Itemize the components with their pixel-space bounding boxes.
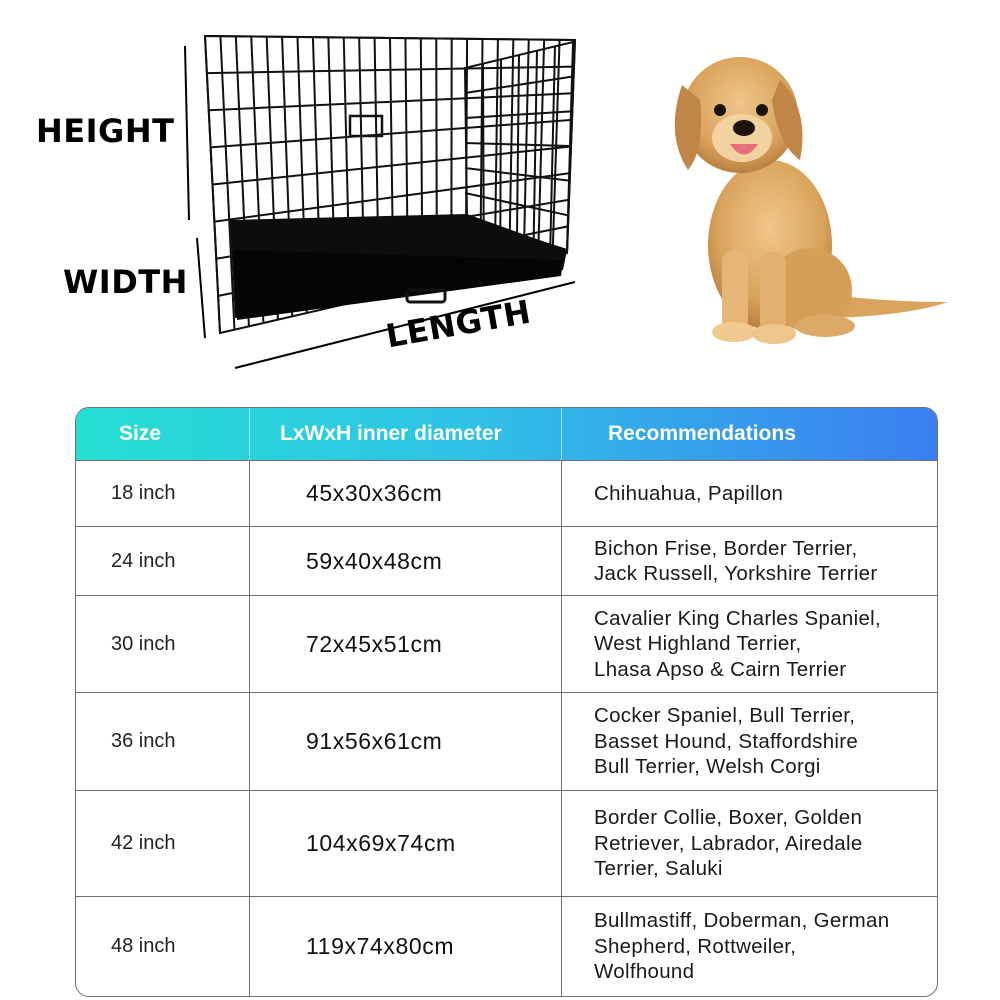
- recommendation-line: Terrier, Saluki: [594, 857, 723, 881]
- recommendation-line: Bullmastiff, Doberman, German: [594, 909, 890, 933]
- dimensions-cell: 59x40x48cm: [250, 527, 562, 595]
- size-cell: 42 inch: [76, 791, 250, 896]
- size-cell: 24 inch: [76, 527, 250, 595]
- height-label: HEIGHT: [36, 112, 175, 150]
- crate-size-table: [75, 407, 938, 997]
- header-recommendations: Recommendations: [608, 422, 796, 445]
- recommendation-line: Cavalier King Charles Spaniel,: [594, 606, 882, 630]
- size-cell: 30 inch: [76, 596, 250, 692]
- dimensions-cell: 72x45x51cm: [250, 596, 562, 692]
- recommendations-cell: [562, 791, 937, 896]
- recommendation-line: Chihuahua, Papillon: [594, 481, 784, 505]
- recommendation-line: Bull Terrier, Welsh Corgi: [594, 755, 821, 779]
- table-row: [76, 692, 937, 790]
- table-header-row: [76, 408, 937, 460]
- recommendation-line: Shepherd, Rottweiler,: [594, 934, 797, 958]
- recommendations-cell: [562, 596, 937, 692]
- dimensions-cell: 104x69x74cm: [250, 791, 562, 896]
- recommendations-cell: [562, 897, 937, 996]
- width-dimension-line: [197, 238, 205, 338]
- recommendation-line: Lhasa Apso & Cairn Terrier: [594, 657, 847, 681]
- recommendation-line: West Highland Terrier,: [594, 632, 802, 656]
- recommendation-line: Basset Hound, Staffordshire: [594, 729, 859, 753]
- dimensions-cell: 119x74x80cm: [250, 897, 562, 996]
- recommendation-line: Wolfhound: [594, 960, 695, 984]
- width-label: WIDTH: [63, 263, 188, 301]
- size-cell: 36 inch: [76, 693, 250, 790]
- recommendations-cell: [562, 461, 937, 526]
- height-dimension-line: [185, 46, 189, 220]
- size-cell: 18 inch: [76, 461, 250, 526]
- recommendations-cell: [562, 527, 937, 595]
- recommendation-line: Border Collie, Boxer, Golden: [594, 806, 863, 830]
- table-row: [76, 790, 937, 896]
- recommendation-line: Bichon Frise, Border Terrier,: [594, 536, 858, 560]
- recommendation-line: Cocker Spaniel, Bull Terrier,: [594, 704, 856, 728]
- dimensions-cell: 91x56x61cm: [250, 693, 562, 790]
- size-cell: 48 inch: [76, 897, 250, 996]
- table-row: [76, 526, 937, 595]
- dog-crate-illustration: [175, 28, 595, 378]
- recommendations-cell: [562, 693, 937, 790]
- header-size: Size: [76, 408, 250, 460]
- table-row: [76, 896, 937, 996]
- crate-tray-front: [233, 250, 563, 320]
- recommendation-line: Retriever, Labrador, Airedale: [594, 831, 863, 855]
- length-label: LENGTH: [383, 292, 534, 356]
- recommendation-line: Jack Russell, Yorkshire Terrier: [594, 562, 878, 585]
- table-row: [76, 460, 937, 526]
- dimensions-cell: 45x30x36cm: [250, 461, 562, 526]
- golden-retriever-puppy-photo: [660, 40, 960, 350]
- header-dimensions: LxWxH inner diameter: [250, 408, 562, 460]
- table-row: [76, 595, 937, 692]
